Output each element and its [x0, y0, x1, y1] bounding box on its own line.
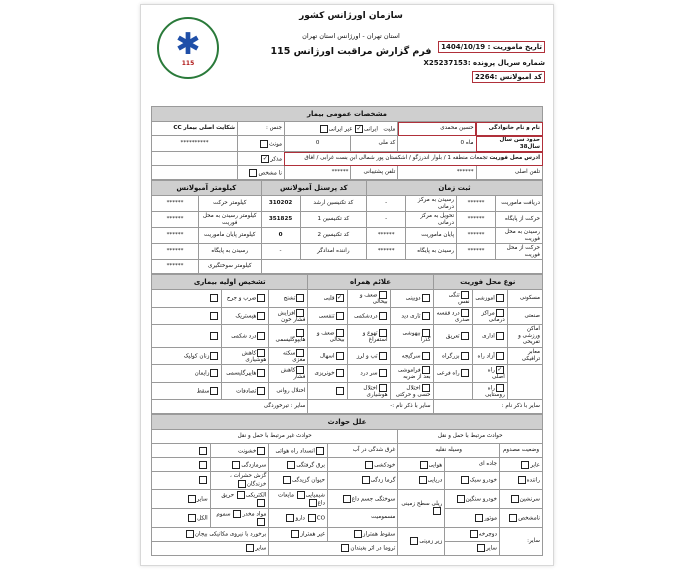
checkbox[interactable]	[365, 461, 373, 469]
checkbox[interactable]	[461, 369, 469, 377]
mileage-title: کیلومتر آمبولانس	[152, 181, 262, 196]
checkbox[interactable]	[422, 312, 430, 320]
checkbox[interactable]	[286, 514, 294, 522]
age-label: حدود سن سال سال38	[476, 136, 542, 152]
checkbox[interactable]	[316, 447, 324, 455]
checkbox[interactable]	[336, 387, 344, 395]
checkbox[interactable]	[257, 369, 265, 377]
checkbox[interactable]	[210, 369, 218, 377]
checkbox[interactable]	[199, 476, 207, 484]
checkbox[interactable]	[296, 294, 304, 302]
checkbox[interactable]	[246, 544, 254, 552]
non-iranian-checkbox[interactable]	[320, 125, 328, 133]
location-other[interactable]: سایر با ذکر نام :	[433, 400, 542, 414]
province-line: استان تهران - اورژانس استان تهران	[302, 32, 400, 40]
checkbox[interactable]	[518, 476, 526, 484]
checkbox[interactable]	[287, 461, 295, 469]
checkbox[interactable]	[309, 499, 317, 507]
checkbox[interactable]	[257, 349, 265, 357]
diagnosis-title: تشخیص اولیه بیماری	[152, 275, 308, 290]
month: ماه 0	[398, 136, 476, 152]
org-title: سازمان اورژانس کشور	[299, 11, 403, 21]
checkbox[interactable]	[420, 461, 428, 469]
checkbox[interactable]	[461, 332, 469, 340]
checkbox[interactable]	[496, 294, 504, 302]
checkbox[interactable]	[188, 514, 196, 522]
checkbox[interactable]	[379, 384, 387, 392]
national-code[interactable]: 0	[284, 136, 350, 152]
symptoms-other[interactable]: سایر با ذکر نام :-	[308, 400, 433, 414]
checkbox[interactable]	[210, 387, 218, 395]
checkbox[interactable]	[511, 495, 519, 503]
checkbox[interactable]	[422, 366, 430, 374]
chief-complaint-label: شکایت اصلی بیمار CC	[152, 122, 238, 136]
cardiac-checkbox[interactable]	[336, 294, 344, 302]
ambulance-code: کد امبولانس :2264	[472, 73, 545, 81]
location-title: نوع محل فوریت	[433, 275, 542, 290]
mission-date: تاریخ ماموریت : 1404/10/19	[438, 43, 545, 51]
female-option: مونث	[238, 136, 285, 152]
checkbox[interactable]	[496, 352, 504, 360]
checkbox[interactable]	[257, 312, 265, 320]
checkbox[interactable]	[379, 369, 387, 377]
checkbox[interactable]	[296, 366, 304, 374]
symptoms-title: علائم همراه	[308, 275, 433, 290]
checkbox[interactable]	[379, 352, 387, 360]
backup-phone-label: تلفن پشتیبانی	[351, 166, 398, 180]
star-of-life-icon: ✱	[175, 26, 201, 62]
male-checkbox[interactable]	[261, 155, 269, 163]
female-checkbox[interactable]	[260, 140, 268, 148]
checkbox[interactable]	[336, 352, 344, 360]
checkbox[interactable]	[257, 332, 265, 340]
checkbox[interactable]	[496, 309, 504, 317]
checkbox[interactable]	[336, 312, 344, 320]
nationality: ملیت ایرانی✓ غیر ایرانی	[284, 122, 397, 136]
accidents-table: علل حوادث حوادث مرتبط با حمل و نقل حوادث غیر مرتبط با حمل و نقل وضعیت مصدوم وسیله نقلیه غرق شدگی در آب انسداد راه هوائی خشونت عابر جاده ای هوایی خودکشی برق گرفتگی سرمازدگی راننده خودرو سبک دریایی گرما زدگی حیوان گزیدگی گزش حشرات ، خزندگان سرنشین خودرو سنگین ریلی سطح زمینی سوختگی جسم داغ شیمیایی مایعات داغ الکتریکی حریق سایر نامشخص موتور مسمومیت CO دارو مواد مخدر سموم الکل سایر: دوچرخه زیر زمینی سقوط همتراز غیر همتراز برخورد با نیروی مکانیکی بیجان سایر تروما در اثر بغبندان سایر	[151, 414, 543, 556]
male-option: مذکر✓	[238, 152, 285, 166]
checkbox[interactable]	[461, 476, 469, 484]
checkbox[interactable]	[509, 514, 517, 522]
chief-complaint[interactable]: **********	[152, 136, 238, 152]
checkbox[interactable]	[475, 514, 483, 522]
checkbox[interactable]	[210, 294, 218, 302]
form-header	[141, 5, 553, 100]
checkbox[interactable]	[496, 332, 504, 340]
accidents-title: علل حوادث	[152, 415, 543, 430]
checkbox[interactable]	[257, 447, 265, 455]
report-page	[140, 4, 554, 566]
gender-label: جنس :	[238, 122, 285, 136]
address[interactable]: ادرس محل فوریت تجمعات منطقه 1 / بلوار اندرزگو / اشکستان پور شمالی ابن بست غرابی / افاق	[284, 152, 542, 166]
checkbox[interactable]	[419, 476, 427, 484]
checkbox[interactable]	[341, 544, 349, 552]
checkbox[interactable]	[422, 384, 430, 392]
patient-section-title: مشخصات عمومی بیمار	[152, 107, 543, 122]
diagnosis-other[interactable]: سایر : تیرخوردگی	[152, 400, 308, 414]
checkbox[interactable]	[296, 329, 304, 337]
checkbox[interactable]	[461, 352, 469, 360]
personnel-title: کد پرسنل آمبولانس	[261, 181, 367, 196]
checkbox[interactable]	[291, 530, 299, 538]
checkbox[interactable]	[210, 312, 218, 320]
national-code-label: کد ملی	[351, 136, 398, 152]
checkbox[interactable]	[210, 352, 218, 360]
patient-table	[151, 106, 543, 180]
checkbox[interactable]	[199, 447, 207, 455]
unknown-gender-option: نا مشخص	[238, 166, 285, 180]
checkbox[interactable]	[336, 369, 344, 377]
checkbox[interactable]	[343, 495, 351, 503]
checkbox[interactable]	[422, 329, 430, 337]
checkbox[interactable]	[233, 510, 241, 518]
main-phone[interactable]: ******	[398, 166, 476, 180]
checkbox[interactable]	[457, 495, 465, 503]
checkbox[interactable]	[232, 461, 240, 469]
checkbox[interactable]	[422, 352, 430, 360]
checkbox[interactable]	[257, 294, 265, 302]
logo-number: 115	[181, 59, 195, 67]
main-phone-label: تلفن اصلی	[476, 166, 542, 180]
checkbox[interactable]	[257, 518, 265, 526]
timing-personnel-mileage-table: ثبت زمان کد پرسنل آمبولانس کیلومتر آمبولانس دریافت ماموریت ****** رسیدن به مرکز درمانی - کد تکنیسین ارشد 310202 کیلومتر حرکت ****** حرکت از پایگاه ****** تحویل به مرکز درمانی - کد تکنیسین 1 351825 کیلومتر رسیدن به محل فوریت ****** رسیدن به محل فوریت ****** پایان ماموریت ****** کد تکنیسین 2 0 کیلومتر پایان ماموریت ****** حرکت از محل فوریت ****** رسیدن به پایگاه ****** راننده امدادگر - رسیدن به پایگاه ****** کیلومتر سوختگیری ******	[151, 180, 543, 274]
name-label: نام و نام خانوادگی	[476, 122, 542, 136]
checkbox[interactable]	[210, 332, 218, 340]
unknown-checkbox[interactable]	[249, 169, 257, 177]
checkbox[interactable]	[237, 491, 245, 499]
main-road-checkbox[interactable]	[496, 366, 504, 374]
checkbox[interactable]	[283, 476, 291, 484]
form-body	[151, 106, 543, 556]
checkbox[interactable]	[238, 480, 246, 488]
checkbox[interactable]	[308, 514, 316, 522]
checkbox[interactable]	[296, 349, 304, 357]
iranian-checkbox[interactable]	[355, 125, 363, 133]
backup-phone[interactable]: ******	[284, 166, 350, 180]
checkbox[interactable]	[379, 329, 387, 337]
checkbox[interactable]	[257, 387, 265, 395]
checkbox[interactable]	[433, 507, 441, 515]
checkbox[interactable]	[496, 384, 504, 392]
timing-title: ثبت زمان	[367, 181, 543, 196]
checkbox[interactable]	[188, 495, 196, 503]
ems-logo	[157, 17, 219, 79]
checkbox[interactable]	[470, 530, 478, 538]
checkbox[interactable]	[257, 499, 265, 507]
checkbox[interactable]	[296, 309, 304, 317]
checkbox[interactable]	[521, 461, 529, 469]
checkbox[interactable]	[461, 309, 469, 317]
checkbox[interactable]	[461, 291, 469, 299]
checkbox[interactable]	[379, 312, 387, 320]
checkbox[interactable]	[297, 491, 305, 499]
form-title: فرم گزارش مراقبت اورژانس 115	[270, 46, 432, 57]
checkbox[interactable]	[354, 530, 362, 538]
checkbox[interactable]	[336, 329, 344, 337]
location-symptoms-diagnosis-table: نوع محل فوریت علائم همراه تشخیص اولیه بیماری مسکونی اموزشی تنگی نفس دوبینی ضعف و بیحالی ✓قلبی تشنج ضرب و جرح صنعتی مراکز درمانی درد قفسه صدری تاری دید دردشکمی تنفسی افزایش فشار خون هیستریک اماکن ورزشی و تفریحی اداری تعریق بیهوشی گذرا تهوع و استفراغ ضعف و بیحالی هایپوگلیسمی درد شکمی معابر ترافیکی آزاد راه بزرگراه سرگیجه تب و لرز اسهال سکته مغزی کاهش هوشیاری زنان کولیک ✓راه اصلی راه فرعی فراموشی بعد از ضربه سر درد خونریزی کاهش فشار هایپرگلیسمی زایمان راه روستایی اختلال حسی و حرکتی اختلال هوشیاری اختلال روانی تصادفات سقط سایر با ذکر نام : سایر با ذکر نام :- سایر : تیرخوردگی	[151, 274, 543, 414]
checkbox[interactable]	[199, 461, 207, 469]
checkbox[interactable]	[422, 294, 430, 302]
checkbox[interactable]	[477, 544, 485, 552]
checkbox[interactable]	[379, 291, 387, 299]
checkbox[interactable]	[362, 476, 370, 484]
case-serial: شماره سریال پرونده :X25237153	[423, 59, 545, 67]
checkbox[interactable]	[410, 537, 418, 545]
name-value[interactable]: حسین محمدی	[398, 122, 476, 136]
checkbox[interactable]	[186, 530, 194, 538]
